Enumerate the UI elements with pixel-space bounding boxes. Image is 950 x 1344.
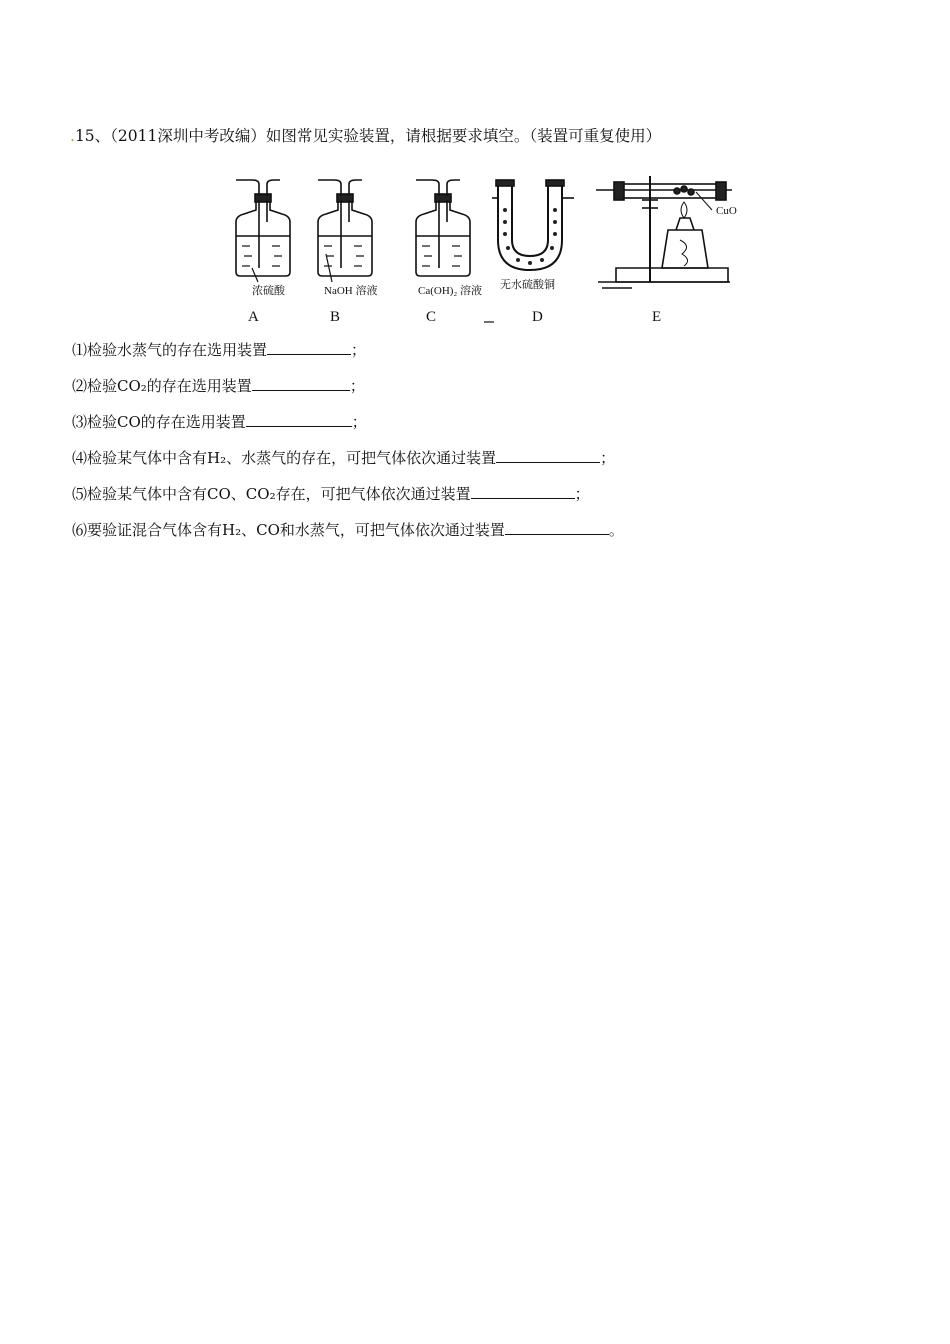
question-item-1 bbox=[72, 339, 366, 360]
answer-blank[interactable] bbox=[246, 411, 352, 427]
item-number: ⑶ bbox=[72, 413, 88, 431]
item-punct: ； bbox=[351, 413, 367, 431]
item-punct: ； bbox=[574, 485, 590, 503]
item-number: ⑴ bbox=[72, 341, 88, 359]
label-c: Ca(OH)₂ 溶液 bbox=[418, 285, 483, 297]
answer-blank[interactable] bbox=[267, 339, 351, 355]
label-e: CuO bbox=[716, 205, 737, 217]
letter-a: A bbox=[248, 309, 259, 325]
apparatus-e bbox=[596, 176, 732, 288]
item-punct: ； bbox=[600, 449, 616, 467]
question-marker: . bbox=[70, 127, 75, 145]
bottle-a bbox=[236, 180, 290, 282]
answer-blank[interactable] bbox=[505, 519, 609, 535]
letter-d: D bbox=[532, 309, 543, 325]
item-text: 检验CO的存在选用装置 bbox=[87, 413, 246, 431]
bottle-c bbox=[416, 180, 470, 276]
item-number: ⑸ bbox=[72, 485, 88, 503]
item-number: ⑷ bbox=[72, 449, 88, 467]
item-punct: 。 bbox=[608, 521, 624, 539]
item-number: ⑹ bbox=[72, 521, 88, 539]
question-title bbox=[70, 124, 661, 146]
answer-blank[interactable] bbox=[496, 447, 600, 463]
bottle-b bbox=[318, 180, 372, 282]
item-number: ⑵ bbox=[72, 377, 88, 395]
question-item-4 bbox=[72, 447, 615, 468]
item-text: 检验CO₂的存在选用装置 bbox=[87, 377, 252, 395]
label-d: 无水硫酸铜 bbox=[500, 279, 555, 291]
letter-e: E bbox=[652, 309, 662, 325]
question-item-6 bbox=[72, 519, 624, 540]
item-punct: ； bbox=[349, 377, 365, 395]
question-item-3 bbox=[72, 411, 367, 432]
letter-b: B bbox=[330, 309, 341, 325]
item-text: 检验某气体中含有H₂、水蒸气的存在，可把气体依次通过装置 bbox=[87, 449, 497, 467]
question-number: 15、 bbox=[74, 127, 111, 145]
item-text: 检验水蒸气的存在选用装置 bbox=[87, 341, 268, 359]
label-a: 浓硫酸 bbox=[252, 285, 285, 297]
item-punct: ； bbox=[351, 341, 367, 359]
letter-c: C bbox=[426, 309, 437, 325]
item-text: 要验证混合气体含有H₂、CO和水蒸气，可把气体依次通过装置 bbox=[87, 521, 505, 539]
question-text: （2011深圳中考改编）如图常见实验装置，请根据要求填空。（装置可重复使用） bbox=[110, 127, 662, 145]
u-tube-d bbox=[492, 180, 574, 270]
label-b: NaOH 溶液 bbox=[324, 285, 378, 297]
apparatus-figure bbox=[222, 170, 752, 328]
answer-blank[interactable] bbox=[252, 375, 350, 391]
question-item-5 bbox=[72, 483, 590, 504]
item-text: 检验某气体中含有CO、CO₂存在，可把气体依次通过装置 bbox=[87, 485, 471, 503]
answer-blank[interactable] bbox=[471, 483, 575, 499]
question-item-2 bbox=[72, 375, 365, 396]
